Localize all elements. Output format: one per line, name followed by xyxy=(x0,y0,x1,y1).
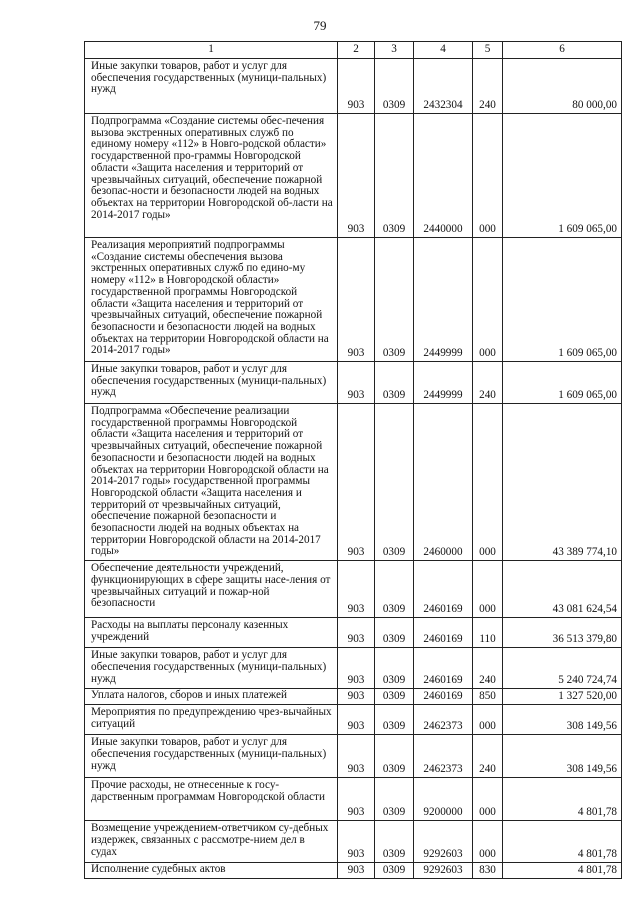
row-code-ministry: 903 xyxy=(338,821,375,863)
row-amount: 43 389 774,10 xyxy=(503,404,622,561)
row-code-type: 000 xyxy=(473,705,503,735)
row-code-target: 2462373 xyxy=(414,735,473,778)
row-amount: 4 801,78 xyxy=(503,778,622,821)
row-code-target: 2460169 xyxy=(414,561,473,618)
row-description: Иные закупки товаров, работ и услуг для обеспечения государственных (муници-пальных) нужд xyxy=(85,362,338,404)
row-description: Исполнение судебных актов xyxy=(85,863,338,879)
row-amount: 43 081 624,54 xyxy=(503,561,622,618)
row-code-ministry: 903 xyxy=(338,705,375,735)
row-description: Мероприятия по предупреждению чрез-вычайных ситуаций xyxy=(85,705,338,735)
row-code-section: 0309 xyxy=(375,238,414,362)
row-description: Расходы на выплаты персоналу казенных учреждений xyxy=(85,618,338,648)
row-code-ministry: 903 xyxy=(338,648,375,689)
row-code-type: 240 xyxy=(473,59,503,114)
table-row xyxy=(85,561,622,618)
row-code-section: 0309 xyxy=(375,362,414,404)
row-code-ministry: 903 xyxy=(338,689,375,705)
row-code-section: 0309 xyxy=(375,114,414,238)
row-code-section: 0309 xyxy=(375,59,414,114)
row-code-type: 000 xyxy=(473,821,503,863)
header-col-2: 2 xyxy=(338,42,375,59)
row-amount: 1 609 065,00 xyxy=(503,114,622,238)
table-row xyxy=(85,705,622,735)
row-code-section: 0309 xyxy=(375,689,414,705)
row-code-type: 000 xyxy=(473,561,503,618)
row-code-section: 0309 xyxy=(375,561,414,618)
row-description: Прочие расходы, не отнесенные к госу-дарственным программам Новгородской области xyxy=(85,778,338,821)
row-code-target: 2432304 xyxy=(414,59,473,114)
row-amount: 1 609 065,00 xyxy=(503,362,622,404)
table-row xyxy=(85,778,622,821)
row-amount: 308 149,56 xyxy=(503,705,622,735)
row-code-ministry: 903 xyxy=(338,618,375,648)
budget-table xyxy=(84,41,622,879)
header-col-6: 6 xyxy=(503,42,622,59)
row-amount: 5 240 724,74 xyxy=(503,648,622,689)
row-code-section: 0309 xyxy=(375,735,414,778)
row-code-target: 2460169 xyxy=(414,689,473,705)
row-code-target: 2440000 xyxy=(414,114,473,238)
table-row xyxy=(85,114,622,238)
row-amount: 80 000,00 xyxy=(503,59,622,114)
row-code-section: 0309 xyxy=(375,778,414,821)
row-code-type: 110 xyxy=(473,618,503,648)
row-description: Иные закупки товаров, работ и услуг для обеспечения государственных (муници-пальных) нужд xyxy=(85,735,338,778)
row-code-section: 0309 xyxy=(375,705,414,735)
row-code-ministry: 903 xyxy=(338,238,375,362)
header-col-1: 1 xyxy=(85,42,338,59)
row-code-type: 240 xyxy=(473,362,503,404)
row-code-ministry: 903 xyxy=(338,404,375,561)
row-description: Реализация мероприятий подпрограммы «Создание системы обеспечения вызова экстренных оперативных служб по едино-му номеру «112» в Новгородской области» государственной программы Новгородской области «Защита населения и территорий от чрезвычайных ситуаций, обеспечение пожарной безопасности и безопасности людей на водных объектах на территории Новгородской области на 2014-2017 годы» xyxy=(85,238,338,362)
row-code-section: 0309 xyxy=(375,618,414,648)
row-amount: 308 149,56 xyxy=(503,735,622,778)
row-code-target: 2460169 xyxy=(414,648,473,689)
row-description: Подпрограмма «Создание системы обес-печения вызова экстренных оперативных служб по единому номеру «112» в Новго-родской области» государственной про-граммы Новгородской области «Защита населения и территорий от чрезвычайных ситуаций, обеспечение пожарной безопас-ности и безопасности людей на водных объектах на территории Новгородской об-ласти на 2014-2017 годы» xyxy=(85,114,338,238)
row-code-target: 2460169 xyxy=(414,618,473,648)
row-code-type: 240 xyxy=(473,735,503,778)
row-code-type: 000 xyxy=(473,114,503,238)
row-code-target: 2462373 xyxy=(414,705,473,735)
table-row xyxy=(85,618,622,648)
row-amount: 4 801,78 xyxy=(503,821,622,863)
row-code-target: 2449999 xyxy=(414,238,473,362)
row-code-target: 9292603 xyxy=(414,863,473,879)
row-amount: 1 327 520,00 xyxy=(503,689,622,705)
row-amount: 4 801,78 xyxy=(503,863,622,879)
table-row xyxy=(85,821,622,863)
row-code-ministry: 903 xyxy=(338,59,375,114)
row-code-target: 2460000 xyxy=(414,404,473,561)
row-code-type: 830 xyxy=(473,863,503,879)
row-code-section: 0309 xyxy=(375,863,414,879)
table-row xyxy=(85,648,622,689)
row-code-ministry: 903 xyxy=(338,778,375,821)
row-code-type: 000 xyxy=(473,238,503,362)
header-row xyxy=(85,42,622,59)
row-description: Иные закупки товаров, работ и услуг для обеспечения государственных (муници-пальных) нужд xyxy=(85,648,338,689)
row-code-type: 850 xyxy=(473,689,503,705)
row-code-target: 9200000 xyxy=(414,778,473,821)
table-row xyxy=(85,362,622,404)
row-code-ministry: 903 xyxy=(338,735,375,778)
row-code-ministry: 903 xyxy=(338,561,375,618)
row-amount: 1 609 065,00 xyxy=(503,238,622,362)
row-description: Иные закупки товаров, работ и услуг для обеспечения государственных (муници-пальных) нужд xyxy=(85,59,338,114)
header-col-5: 5 xyxy=(473,42,503,59)
row-code-ministry: 903 xyxy=(338,114,375,238)
row-code-ministry: 903 xyxy=(338,863,375,879)
row-code-section: 0309 xyxy=(375,648,414,689)
table-row xyxy=(85,689,622,705)
table-row xyxy=(85,404,622,561)
table-row xyxy=(85,238,622,362)
page-number: 79 xyxy=(313,18,327,33)
row-code-type: 000 xyxy=(473,404,503,561)
header-col-4: 4 xyxy=(414,42,473,59)
row-amount: 36 513 379,80 xyxy=(503,618,622,648)
row-code-target: 2449999 xyxy=(414,362,473,404)
row-description: Уплата налогов, сборов и иных платежей xyxy=(85,689,338,705)
row-description: Обеспечение деятельности учреждений, функционирующих в сфере защиты насе-ления от чрезвычайных ситуаций и пожар-ной безопасности xyxy=(85,561,338,618)
row-code-target: 9292603 xyxy=(414,821,473,863)
row-description: Подпрограмма «Обеспечение реализации государственной программы Новгородской области «Защита населения и территорий от чрезвычайных ситуаций, обеспечение пожарной безопасности и безопасности людей на водных объектах на территории Новгородской области на 2014-2017 годы» государственной программы Новгородской области «Защита населения и территорий от чрезвычайных ситуаций, обеспечение пожарной безопасности и безопасности людей на водных объектах на территории Новгородской области на 2014-2017 годы» xyxy=(85,404,338,561)
row-code-section: 0309 xyxy=(375,821,414,863)
row-code-ministry: 903 xyxy=(338,362,375,404)
row-code-section: 0309 xyxy=(375,404,414,561)
table-row xyxy=(85,735,622,778)
table-row xyxy=(85,59,622,114)
table-row xyxy=(85,863,622,879)
row-code-type: 240 xyxy=(473,648,503,689)
row-description: Возмещение учреждением-ответчиком су-дебных издержек, связанных с рассмотре-нием дел в судах xyxy=(85,821,338,863)
header-col-3: 3 xyxy=(375,42,414,59)
row-code-type: 000 xyxy=(473,778,503,821)
